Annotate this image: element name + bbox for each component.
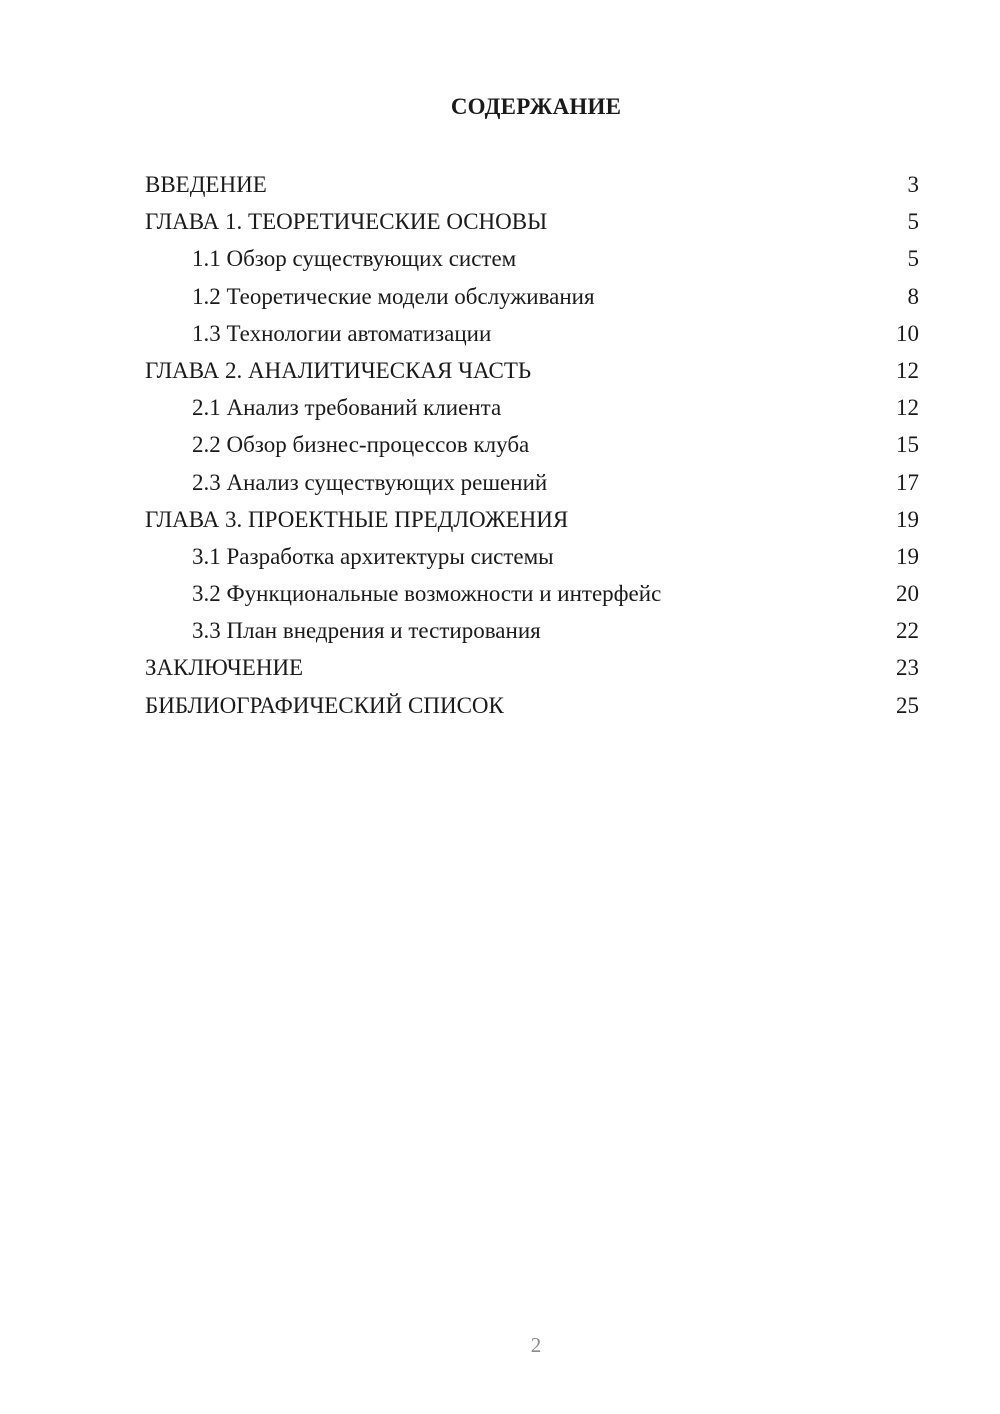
toc-entry-label: ГЛАВА 1. ТЕОРЕТИЧЕСКИЕ ОСНОВЫ: [145, 209, 548, 235]
toc-entry-label: 2.3 Анализ существующих решений: [192, 469, 548, 495]
toc-entry-label: 2.2 Обзор бизнес-процессов клуба: [192, 432, 530, 458]
toc-entry[interactable]: [145, 426, 919, 463]
toc-entry[interactable]: [145, 575, 919, 612]
toc-entry-label: 1.3 Технологии автоматизации: [192, 320, 492, 346]
toc-entry-label: ВВЕДЕНИЕ: [145, 172, 267, 197]
toc-entry-label: 3.1 Разработка архитектуры системы: [192, 543, 554, 569]
toc-entry-label: 1.2 Теоретические модели обслуживания: [192, 283, 595, 309]
toc-entry-page: 8: [907, 283, 919, 309]
toc-entry-page: 19: [896, 506, 919, 532]
toc-entry[interactable]: [145, 649, 919, 686]
toc-entry-page: 15: [896, 432, 919, 458]
toc-entry[interactable]: [145, 501, 919, 538]
toc-entry[interactable]: [145, 464, 919, 501]
page-title: СОДЕРЖАНИЕ: [450, 94, 622, 119]
toc-entry-page: 5: [907, 246, 919, 272]
toc-entry-label: 1.1 Обзор существующих систем: [192, 246, 517, 272]
toc-entry-label: ГЛАВА 2. АНАЛИТИЧЕСКАЯ ЧАСТЬ: [145, 357, 532, 383]
toc-entry-page: 20: [896, 581, 919, 607]
toc-entry[interactable]: [145, 612, 919, 649]
toc-entry-page: 10: [896, 320, 919, 346]
toc-entry-page: 5: [907, 209, 919, 235]
toc-entry-page: 22: [896, 618, 919, 644]
toc-entry[interactable]: [145, 389, 919, 426]
toc-entry-label: 3.2 Функциональные возможности и интерфейс: [192, 581, 662, 607]
table-of-contents: [145, 166, 919, 724]
toc-entry-page: 12: [896, 357, 919, 383]
toc-entry-label: 3.3 План внедрения и тестирования: [192, 618, 541, 644]
toc-entry-label: ЗАКЛЮЧЕНИЕ: [145, 655, 304, 681]
toc-entry[interactable]: [145, 687, 919, 724]
toc-entry[interactable]: [145, 278, 919, 315]
toc-entry-label: ГЛАВА 3. ПРОЕКТНЫЕ ПРЕДЛОЖЕНИЯ: [145, 506, 569, 532]
toc-entry-page: 17: [896, 469, 919, 495]
toc-entry[interactable]: [145, 203, 919, 240]
toc-entry-page: 12: [896, 395, 919, 421]
toc-entry-page: 25: [896, 692, 919, 718]
toc-entry[interactable]: [145, 538, 919, 575]
toc-entry[interactable]: [145, 315, 919, 352]
toc-entry-label: БИБЛИОГРАФИЧЕСКИЙ СПИСОК: [145, 692, 504, 718]
toc-entry-page: 3: [907, 172, 919, 197]
toc-entry-page: 19: [896, 543, 919, 569]
toc-entry[interactable]: [145, 166, 919, 203]
page-number: 2: [530, 1333, 542, 1357]
toc-entry-page: 23: [896, 655, 919, 681]
toc-entry-label: 2.1 Анализ требований клиента: [192, 395, 502, 421]
toc-entry[interactable]: [145, 240, 919, 277]
toc-entry[interactable]: [145, 352, 919, 389]
